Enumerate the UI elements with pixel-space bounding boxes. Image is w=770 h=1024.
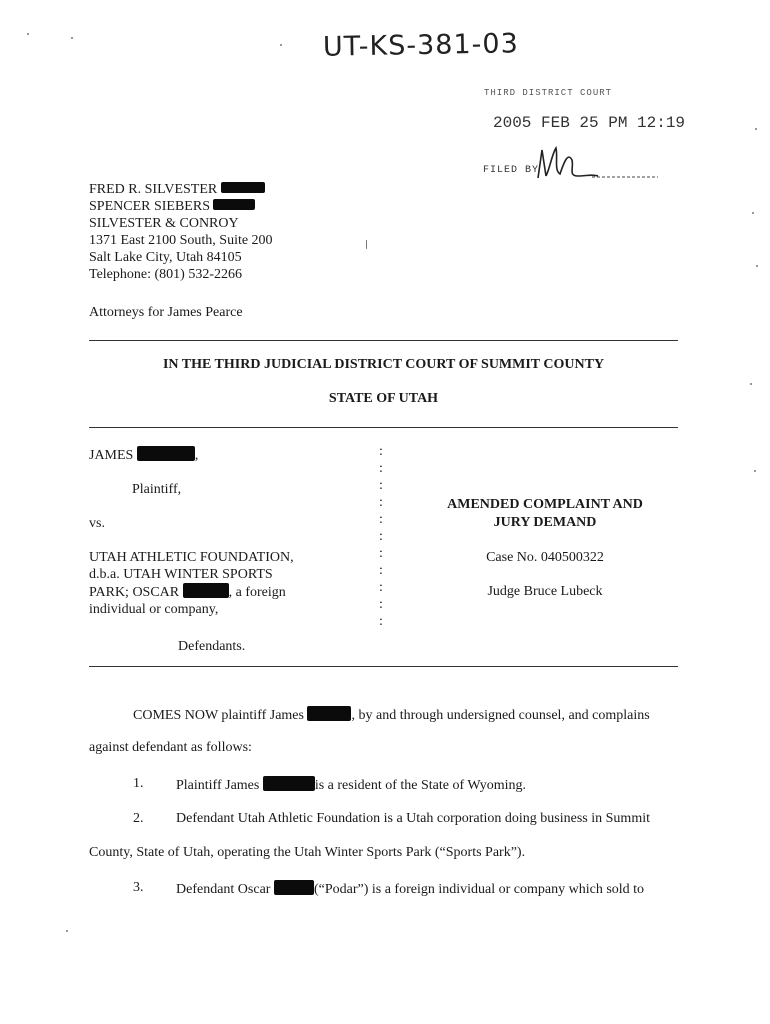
redaction-bar — [213, 199, 255, 210]
scan-speck — [280, 44, 282, 46]
handwritten-case-code: UT-KS-381-03 — [322, 28, 520, 63]
paragraph-2: Defendant Utah Athletic Foundation is a Utah corporation doing business in Summit — [176, 811, 650, 826]
plaintiff-role: Plaintiff, — [132, 482, 182, 497]
caption-colon: : — [379, 614, 383, 629]
caption-colon: : — [379, 580, 383, 595]
scan-speck — [27, 33, 29, 35]
caption-colon: : — [379, 597, 383, 612]
redaction-bar — [274, 880, 314, 895]
judge-name: Judge Bruce Lubeck — [487, 584, 603, 599]
redaction-bar — [263, 776, 315, 791]
caption-colon: : — [379, 563, 383, 578]
scan-speck — [754, 470, 756, 472]
caption-colon: : — [379, 512, 383, 527]
attorney-line: 1371 East 2100 South, Suite 200 — [89, 233, 273, 248]
versus: vs. — [89, 516, 105, 531]
paragraph-number: 3. — [133, 880, 144, 895]
scan-speck — [756, 265, 758, 267]
caption-colon: : — [379, 461, 383, 476]
paragraph-3: Defendant Oscar (“Podar”) is a foreign individual or company which sold to — [176, 882, 645, 897]
redaction-bar — [221, 182, 265, 193]
attorney-line: FRED R. SILVESTER — [89, 181, 273, 198]
document-title: AMENDED COMPLAINT AND JURY DEMAND — [447, 497, 643, 530]
attorney-block — [89, 181, 273, 283]
scan-speck — [752, 212, 754, 214]
caption-colon: : — [379, 478, 383, 493]
redaction-bar — [183, 583, 229, 598]
scan-speck — [755, 128, 757, 130]
attorney-line: SPENCER SIEBERS — [89, 198, 273, 215]
intro-paragraph: COMES NOW plaintiff James , by and through undersigned counsel, and complains — [133, 708, 650, 723]
attorney-line: Telephone: (801) 532-2266 — [89, 267, 242, 282]
caption-bottom-rule — [89, 666, 678, 667]
filing-date-stamp: 2005 FEB 25 PM 12:19 — [493, 114, 686, 132]
scan-speck — [366, 240, 367, 249]
redaction-bar — [137, 446, 195, 461]
court-title: IN THE THIRD JUDICIAL DISTRICT COURT OF SUMMIT COUNTY — [162, 357, 605, 372]
caption-colon: : — [379, 444, 383, 459]
signature-scribble-icon — [532, 140, 662, 186]
court-stamp-header: THIRD DISTRICT COURT — [484, 88, 613, 98]
paragraph-number: 2. — [133, 811, 144, 826]
caption-colon: : — [379, 529, 383, 544]
filed-by-label: FILED BY — [483, 165, 540, 176]
caption-top-rule — [89, 427, 678, 428]
plaintiff-name: JAMES , — [89, 448, 199, 463]
defendants-role: Defendants. — [178, 639, 246, 654]
defendants-list: UTAH ATHLETIC FOUNDATION, d.b.a. UTAH WINTER SPORTS PARK; OSCAR , a foreign individual or company, — [89, 550, 294, 617]
intro-paragraph-continued: against defendant as follows: — [89, 740, 252, 755]
redaction-bar — [307, 706, 351, 721]
attorney-line: SILVESTER & CONROY — [89, 216, 239, 231]
scan-speck — [66, 930, 68, 932]
paragraph-number: 1. — [133, 776, 144, 791]
case-number: Case No. 040500322 — [486, 550, 604, 565]
caption-colon: : — [379, 495, 383, 510]
filed-by-signature — [532, 140, 662, 186]
scan-speck — [71, 37, 73, 39]
paragraph-1: Plaintiff James is a resident of the State of Wyoming. — [176, 778, 527, 793]
heading-top-rule — [89, 340, 678, 341]
attorney-line: Salt Lake City, Utah 84105 — [89, 250, 242, 265]
attorneys-for-line: Attorneys for James Pearce — [89, 305, 243, 320]
paragraph-2-continued: County, State of Utah, operating the Utah Winter Sports Park (“Sports Park”). — [89, 845, 526, 860]
caption-colon: : — [379, 546, 383, 561]
scan-speck — [750, 383, 752, 385]
state-title: STATE OF UTAH — [328, 391, 439, 406]
